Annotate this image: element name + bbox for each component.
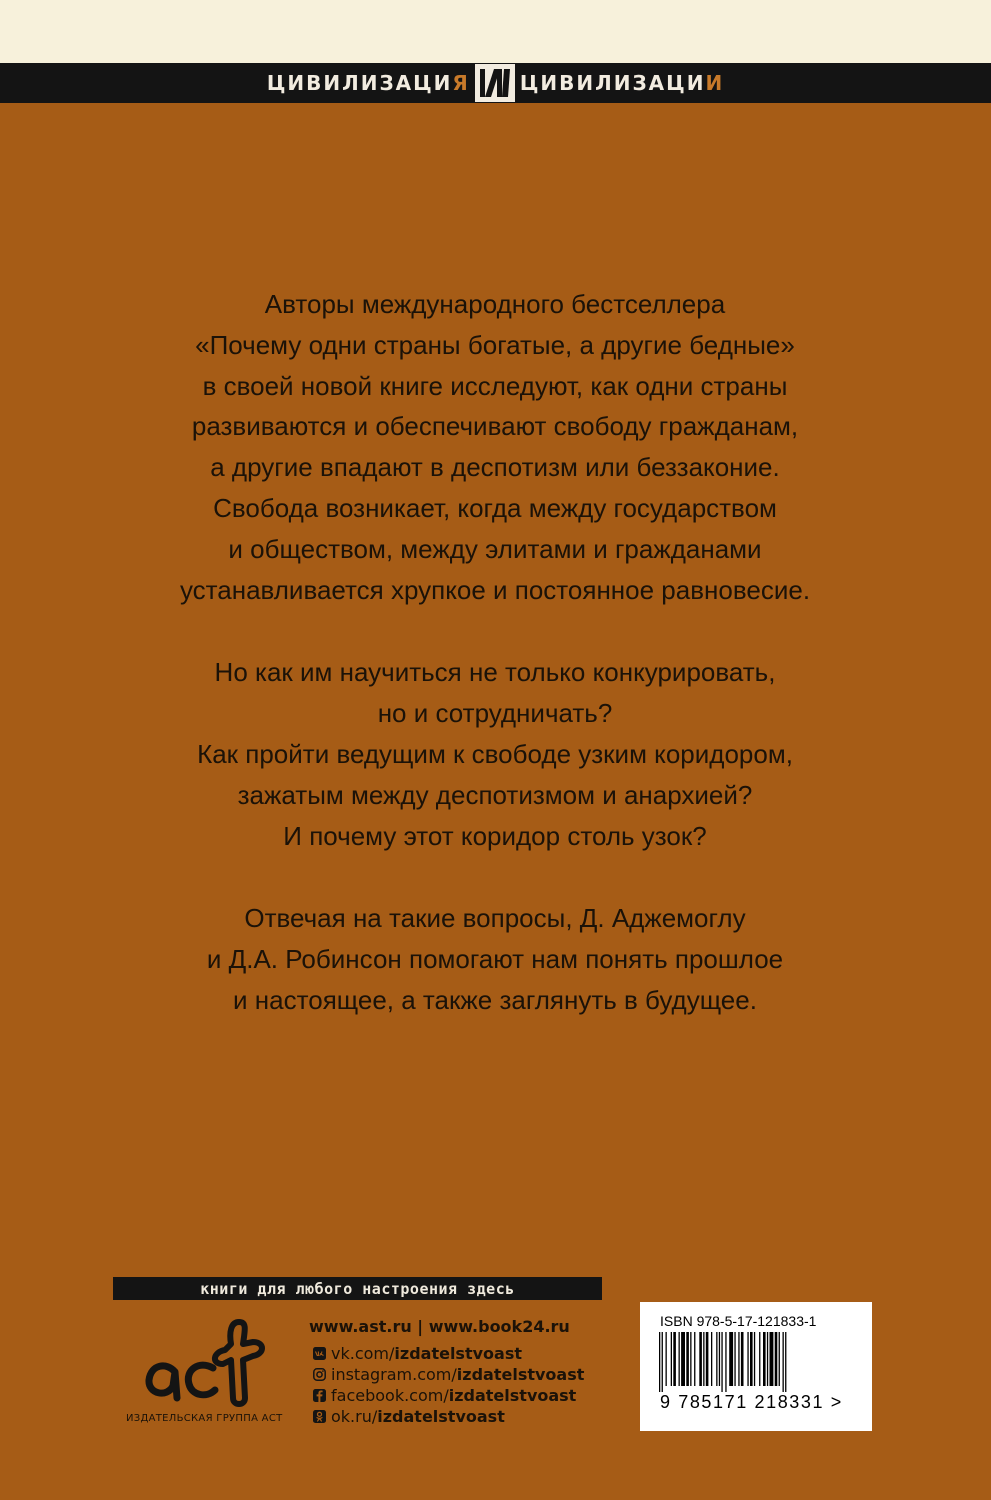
isbn-barcode-panel	[640, 1302, 872, 1431]
isbn-number: ISBN 978-5-17-121833-1	[660, 1313, 817, 1329]
description-line: Авторы международного бестселлера	[264, 289, 726, 319]
top-cream-band	[0, 0, 991, 63]
description-line: в своей новой книге исследуют, как одни страны	[202, 370, 788, 401]
description-paragraph	[60, 284, 930, 610]
description-paragraph	[60, 652, 930, 856]
description-line: развиваются и обеспечивают свободу гражданам,	[191, 411, 799, 442]
book-description	[60, 284, 930, 1063]
promo-text: книги для любого настроения здесь	[200, 1279, 515, 1298]
description-line: И почему этот коридор столь узок?	[283, 820, 707, 851]
social-handle: izdatelstvoast	[394, 1344, 522, 1363]
social-prefix: ok.ru/	[331, 1407, 378, 1426]
social-prefix: facebook.com/	[331, 1386, 449, 1405]
description-paragraph	[60, 898, 930, 1020]
barcode-bars	[657, 1332, 853, 1392]
publisher-name: ИЗДАТЕЛЬСКАЯ ГРУППА АСТ	[126, 1413, 283, 1424]
ast-logo	[127, 1310, 287, 1410]
vk-icon	[313, 1347, 326, 1360]
social-link-ok[interactable]	[313, 1406, 584, 1427]
description-line: и настоящее, а также заглянуть в будущее.	[233, 984, 757, 1015]
description-line: зажатым между деспотизмом и анархией?	[237, 779, 753, 810]
social-link-instagram[interactable]	[313, 1364, 584, 1385]
facebook-icon	[313, 1389, 326, 1402]
barcode-digits: 9 785171 218331 >	[660, 1392, 843, 1412]
series-logo-icon	[474, 63, 516, 103]
description-line: и обществом, между элитами и гражданами	[228, 533, 762, 564]
series-title-right: ЦИВИЛИЗАЦИИ	[519, 71, 725, 95]
description-line: Как пройти ведущим к свободе узким коридором,	[197, 738, 793, 769]
description-line: Свобода возникает, когда между государством	[213, 492, 777, 523]
series-banner	[0, 63, 991, 103]
social-link-facebook[interactable]	[313, 1385, 584, 1406]
promo-banner	[113, 1277, 602, 1300]
description-line: Но как им научиться не только конкурировать,	[214, 657, 776, 688]
description-line: а другие впадают в деспотизм или беззаконие.	[210, 452, 780, 483]
description-line: и Д.А. Робинсон помогают нам понять прошлое	[206, 944, 784, 975]
series-title-left: ЦИВИЛИЗАЦИЯ	[266, 71, 470, 95]
social-link-vk[interactable]	[313, 1343, 584, 1364]
social-handle: izdatelstvoast	[456, 1365, 585, 1384]
social-prefix: vk.com/	[331, 1344, 395, 1363]
social-links	[313, 1343, 584, 1427]
instagram-icon	[313, 1368, 326, 1381]
social-handle: izdatelstvoast	[377, 1407, 505, 1426]
social-handle: izdatelstvoast	[448, 1386, 577, 1405]
website-links[interactable]: www.ast.ru | www.book24.ru	[309, 1317, 570, 1336]
social-prefix: instagram.com/	[331, 1365, 457, 1384]
description-line: но и сотрудничать?	[377, 698, 613, 729]
description-line: Отвечая на такие вопросы, Д. Аджемоглу	[244, 903, 746, 934]
odnoklassniki-icon	[313, 1410, 326, 1423]
description-line: «Почему одни страны богатые, а другие бедные»	[195, 329, 795, 360]
description-line: устанавливается хрупкое и постоянное равновесие.	[179, 574, 811, 605]
